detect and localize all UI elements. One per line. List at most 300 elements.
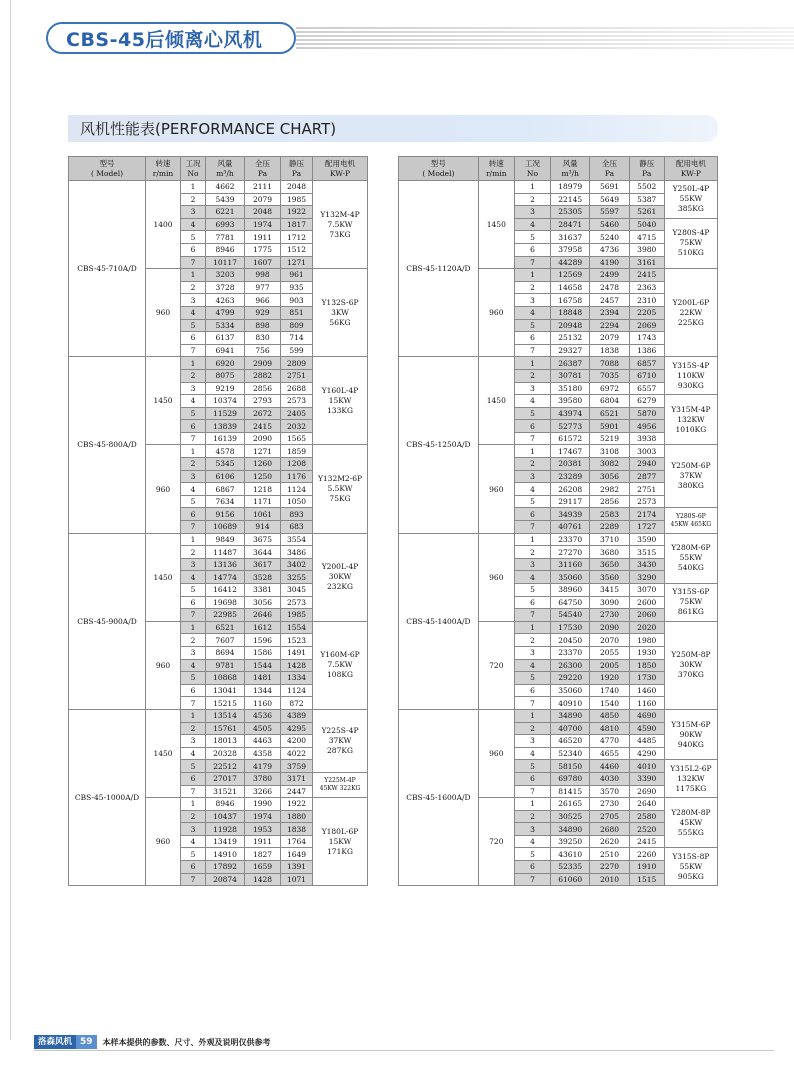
static-pressure-cell: 2690 [629, 785, 664, 798]
condition-cell: 4 [514, 306, 550, 319]
page-number: 59 [76, 1035, 97, 1049]
flow-cell: 22512 [206, 760, 245, 773]
section-title: 风机性能表(PERFORMANCE CHART) [68, 115, 718, 142]
static-pressure-cell: 2688 [281, 382, 313, 395]
flow-cell: 25305 [551, 206, 590, 219]
flow-cell: 23289 [551, 470, 590, 483]
static-pressure-cell: 1649 [281, 848, 313, 861]
table-row [399, 181, 718, 194]
static-pressure-cell: 4590 [629, 722, 664, 735]
total-pressure-cell: 2394 [590, 306, 629, 319]
motor-spec: 940KG [677, 739, 704, 749]
flow-cell: 14774 [206, 571, 245, 584]
total-pressure-cell: 2680 [590, 823, 629, 836]
static-pressure-cell: 1386 [629, 344, 664, 357]
flow-cell: 35060 [551, 684, 590, 697]
condition-cell: 2 [181, 546, 206, 559]
col-static-pressure: 静压 Pa [281, 157, 313, 181]
condition-cell: 1 [514, 445, 550, 458]
flow-cell: 38960 [551, 584, 590, 597]
flow-cell: 20328 [206, 747, 245, 760]
static-pressure-cell: 2405 [281, 407, 313, 420]
total-pressure-cell: 1344 [245, 684, 281, 697]
page-footer [34, 1035, 271, 1049]
condition-cell: 1 [181, 269, 206, 282]
condition-cell: 2 [514, 369, 550, 382]
total-pressure-cell: 5691 [590, 181, 629, 194]
static-pressure-cell: 4485 [629, 735, 664, 748]
total-pressure-cell: 3266 [245, 785, 281, 798]
condition-cell: 1 [181, 798, 206, 811]
flow-cell: 6106 [206, 470, 245, 483]
static-pressure-cell: 1391 [281, 861, 313, 874]
condition-cell: 1 [514, 621, 550, 634]
col-motor: 配用电机 KW-P [313, 157, 368, 181]
flow-cell: 58150 [551, 760, 590, 773]
static-pressure-cell: 1176 [281, 470, 313, 483]
model-cell: CBS-45-1400A/D [399, 533, 479, 709]
motor-cell [664, 445, 717, 508]
total-pressure-cell: 4770 [590, 735, 629, 748]
condition-cell: 1 [181, 621, 206, 634]
motor-spec: 1010KG [675, 424, 707, 434]
motor-spec: Y315S-8P [672, 851, 710, 861]
static-pressure-cell: 1930 [629, 646, 664, 659]
static-pressure-cell: 6857 [629, 357, 664, 370]
static-pressure-cell: 4690 [629, 709, 664, 722]
total-pressure-cell: 2672 [245, 407, 281, 420]
table-header-row [399, 157, 718, 181]
total-pressure-cell: 2070 [590, 634, 629, 647]
motor-spec: 45KW [679, 817, 703, 827]
motor-spec: 56KG [329, 317, 351, 327]
static-pressure-cell: 1512 [281, 243, 313, 256]
total-pressure-cell: 3644 [245, 546, 281, 559]
condition-cell: 6 [514, 508, 550, 521]
total-pressure-cell: 4736 [590, 243, 629, 256]
static-pressure-cell: 1727 [629, 521, 664, 534]
table-row [69, 181, 368, 194]
flow-cell: 13041 [206, 684, 245, 697]
condition-cell: 4 [181, 571, 206, 584]
col-speed: 转速 r/min [146, 157, 181, 181]
motor-cell [664, 798, 717, 848]
static-pressure-cell: 2573 [629, 495, 664, 508]
flow-cell: 26165 [551, 798, 590, 811]
static-pressure-cell: 4715 [629, 231, 664, 244]
static-pressure-cell: 4389 [281, 709, 313, 722]
flow-cell: 18013 [206, 735, 245, 748]
condition-cell: 7 [514, 521, 550, 534]
condition-cell: 4 [514, 218, 550, 231]
flow-cell: 8075 [206, 369, 245, 382]
total-pressure-cell: 5649 [590, 193, 629, 206]
flow-cell: 23370 [551, 646, 590, 659]
total-pressure-cell: 3415 [590, 584, 629, 597]
motor-cell [313, 621, 368, 709]
static-pressure-cell: 2060 [629, 609, 664, 622]
total-pressure-cell: 2882 [245, 369, 281, 382]
flow-cell: 8694 [206, 646, 245, 659]
speed-cell: 960 [478, 709, 514, 797]
flow-cell: 5345 [206, 458, 245, 471]
condition-cell: 7 [181, 256, 206, 269]
static-pressure-cell: 2415 [629, 269, 664, 282]
model-cell: CBS-45-900A/D [69, 533, 146, 709]
motor-spec: Y250L-4P [672, 184, 710, 194]
total-pressure-cell: 3090 [590, 596, 629, 609]
flow-cell: 29117 [551, 495, 590, 508]
static-pressure-cell: 1859 [281, 445, 313, 458]
header-stripes [296, 27, 794, 51]
condition-cell: 3 [514, 206, 550, 219]
total-pressure-cell: 1544 [245, 659, 281, 672]
static-pressure-cell: 1208 [281, 458, 313, 471]
condition-cell: 7 [514, 344, 550, 357]
motor-spec: 30KW [328, 572, 352, 582]
table-header-row [69, 157, 368, 181]
condition-cell: 7 [181, 785, 206, 798]
flow-cell: 69780 [551, 772, 590, 785]
model-cell: CBS-45-1120A/D [399, 181, 479, 357]
condition-cell: 5 [181, 584, 206, 597]
static-pressure-cell: 1712 [281, 231, 313, 244]
flow-cell: 7781 [206, 231, 245, 244]
total-pressure-cell: 4460 [590, 760, 629, 773]
condition-cell: 4 [514, 835, 550, 848]
flow-cell: 8946 [206, 243, 245, 256]
total-pressure-cell: 2457 [590, 294, 629, 307]
static-pressure-cell: 903 [281, 294, 313, 307]
model-cell: CBS-45-1600A/D [399, 709, 479, 885]
static-pressure-cell: 5040 [629, 218, 664, 231]
static-pressure-cell: 3255 [281, 571, 313, 584]
condition-cell: 2 [514, 281, 550, 294]
motor-spec: 3KW [331, 307, 349, 317]
flow-cell: 34890 [551, 709, 590, 722]
total-pressure-cell: 4655 [590, 747, 629, 760]
flow-cell: 5439 [206, 193, 245, 206]
flow-cell: 23370 [551, 533, 590, 546]
motor-cell [664, 357, 717, 395]
total-pressure-cell: 5901 [590, 420, 629, 433]
condition-cell: 6 [514, 420, 550, 433]
flow-cell: 4799 [206, 306, 245, 319]
condition-cell: 5 [514, 584, 550, 597]
motor-cell [664, 533, 717, 583]
motor-spec: 510KG [677, 248, 704, 258]
flow-cell: 10868 [206, 672, 245, 685]
table-row [69, 533, 368, 546]
condition-cell: 7 [514, 697, 550, 710]
total-pressure-cell: 6972 [590, 382, 629, 395]
condition-cell: 5 [514, 672, 550, 685]
static-pressure-cell: 2573 [281, 395, 313, 408]
flow-cell: 40700 [551, 722, 590, 735]
motor-cell [664, 709, 717, 759]
condition-cell: 4 [181, 659, 206, 672]
condition-cell: 6 [514, 684, 550, 697]
total-pressure-cell: 3780 [245, 772, 281, 785]
motor-spec: Y180L-6P [321, 826, 359, 836]
motor-spec: 380KG [677, 481, 704, 491]
total-pressure-cell: 2289 [590, 521, 629, 534]
static-pressure-cell: 1050 [281, 495, 313, 508]
col-model: 型号 ( Model) [69, 157, 146, 181]
flow-cell: 7634 [206, 495, 245, 508]
col-flow: 风量 m³/h [206, 157, 245, 181]
condition-cell: 1 [514, 181, 550, 194]
static-pressure-cell: 2260 [629, 848, 664, 861]
static-pressure-cell: 5870 [629, 407, 664, 420]
condition-cell: 4 [181, 218, 206, 231]
condition-cell: 6 [181, 243, 206, 256]
total-pressure-cell: 4850 [590, 709, 629, 722]
flow-cell: 27017 [206, 772, 245, 785]
motor-spec: 90KW [679, 729, 703, 739]
total-pressure-cell: 1596 [245, 634, 281, 647]
condition-cell: 3 [514, 382, 550, 395]
total-pressure-cell: 2048 [245, 206, 281, 219]
model-cell: CBS-45-1250A/D [399, 357, 479, 533]
total-pressure-cell: 1911 [245, 835, 281, 848]
condition-cell: 3 [181, 823, 206, 836]
motor-spec: 370KG [677, 670, 704, 680]
col-speed: 转速 r/min [478, 157, 514, 181]
total-pressure-cell: 914 [245, 521, 281, 534]
total-pressure-cell: 3570 [590, 785, 629, 798]
static-pressure-cell: 683 [281, 521, 313, 534]
total-pressure-cell: 2294 [590, 319, 629, 332]
total-pressure-cell: 2909 [245, 357, 281, 370]
table-row [399, 533, 718, 546]
flow-cell: 4578 [206, 445, 245, 458]
total-pressure-cell: 6804 [590, 395, 629, 408]
motor-spec: 133KG [327, 405, 353, 415]
condition-cell: 3 [181, 470, 206, 483]
motor-cell [313, 798, 368, 886]
motor-spec: 540KG [677, 563, 704, 573]
total-pressure-cell: 3056 [245, 596, 281, 609]
total-pressure-cell: 1612 [245, 621, 281, 634]
condition-cell: 5 [181, 407, 206, 420]
speed-cell: 960 [478, 269, 514, 357]
motor-cell [664, 395, 717, 445]
motor-cell [664, 181, 717, 219]
flow-cell: 27270 [551, 546, 590, 559]
table-row [69, 357, 368, 370]
static-pressure-cell: 3171 [281, 772, 313, 785]
total-pressure-cell: 2705 [590, 810, 629, 823]
static-pressure-cell: 1428 [281, 659, 313, 672]
total-pressure-cell: 2005 [590, 659, 629, 672]
static-pressure-cell: 809 [281, 319, 313, 332]
total-pressure-cell: 2982 [590, 483, 629, 496]
condition-cell: 5 [181, 760, 206, 773]
speed-cell: 960 [478, 445, 514, 533]
flow-cell: 9156 [206, 508, 245, 521]
motor-spec: 55KW [679, 194, 703, 204]
flow-cell: 34890 [551, 823, 590, 836]
motor-spec: 75KW [679, 597, 703, 607]
total-pressure-cell: 1920 [590, 672, 629, 685]
total-pressure-cell: 3680 [590, 546, 629, 559]
total-pressure-cell: 3617 [245, 558, 281, 571]
speed-cell: 960 [146, 269, 181, 357]
static-pressure-cell: 1985 [281, 193, 313, 206]
static-pressure-cell: 3515 [629, 546, 664, 559]
flow-cell: 20450 [551, 634, 590, 647]
total-pressure-cell: 3108 [590, 445, 629, 458]
motor-spec: 55KW [679, 861, 703, 871]
flow-cell: 35180 [551, 382, 590, 395]
static-pressure-cell: 851 [281, 306, 313, 319]
flow-cell: 39580 [551, 395, 590, 408]
static-pressure-cell: 3554 [281, 533, 313, 546]
footer-disclaimer: 本样本提供的参数、尺寸、外观及说明仅供参考 [102, 1037, 271, 1047]
static-pressure-cell: 2809 [281, 357, 313, 370]
flow-cell: 28471 [551, 218, 590, 231]
flow-cell: 3728 [206, 281, 245, 294]
motor-spec: 1175KG [675, 783, 707, 793]
flow-cell: 20874 [206, 873, 245, 886]
flow-cell: 18979 [551, 181, 590, 194]
motor-spec: 73KG [329, 229, 351, 239]
total-pressure-cell: 7035 [590, 369, 629, 382]
total-pressure-cell: 1953 [245, 823, 281, 836]
condition-cell: 3 [514, 646, 550, 659]
condition-cell: 2 [181, 281, 206, 294]
flow-cell: 16412 [206, 584, 245, 597]
flow-cell: 10689 [206, 521, 245, 534]
total-pressure-cell: 1586 [245, 646, 281, 659]
speed-cell: 1450 [478, 357, 514, 445]
total-pressure-cell: 1827 [245, 848, 281, 861]
condition-cell: 1 [514, 798, 550, 811]
total-pressure-cell: 2415 [245, 420, 281, 433]
motor-spec: 132KW [677, 414, 705, 424]
motor-spec: 15KW [328, 395, 352, 405]
total-pressure-cell: 2793 [245, 395, 281, 408]
flow-cell: 30525 [551, 810, 590, 823]
total-pressure-cell: 1061 [245, 508, 281, 521]
motor-spec: 7.5KW [327, 660, 353, 670]
flow-cell: 30781 [551, 369, 590, 382]
static-pressure-cell: 3402 [281, 558, 313, 571]
static-pressure-cell: 2940 [629, 458, 664, 471]
static-pressure-cell: 4295 [281, 722, 313, 735]
flow-cell: 31160 [551, 558, 590, 571]
flow-cell: 10374 [206, 395, 245, 408]
col-condition: 工况 No [181, 157, 206, 181]
flow-cell: 26387 [551, 357, 590, 370]
motor-spec: Y280M-8P [671, 807, 711, 817]
motor-spec: 22KW [679, 307, 703, 317]
condition-cell: 1 [181, 445, 206, 458]
static-pressure-cell: 4022 [281, 747, 313, 760]
total-pressure-cell: 3650 [590, 558, 629, 571]
speed-cell: 960 [146, 798, 181, 886]
col-total-pressure: 全压 Pa [590, 157, 629, 181]
total-pressure-cell: 1974 [245, 810, 281, 823]
static-pressure-cell: 2877 [629, 470, 664, 483]
flow-cell: 6941 [206, 344, 245, 357]
speed-cell: 1450 [146, 357, 181, 445]
motor-spec: Y225M-4P [324, 777, 356, 784]
condition-cell: 7 [514, 785, 550, 798]
flow-cell: 20948 [551, 319, 590, 332]
motor-spec: Y315S-4P [672, 360, 710, 370]
static-pressure-cell: 2048 [281, 181, 313, 194]
flow-cell: 16139 [206, 432, 245, 445]
static-pressure-cell: 2751 [281, 369, 313, 382]
page-title: CBS-45后倾离心风机 [46, 22, 296, 54]
flow-cell: 29220 [551, 672, 590, 685]
motor-spec: Y132M-4P [320, 209, 360, 219]
condition-cell: 3 [181, 206, 206, 219]
total-pressure-cell: 6521 [590, 407, 629, 420]
flow-cell: 5334 [206, 319, 245, 332]
flow-cell: 40761 [551, 521, 590, 534]
static-pressure-cell: 2751 [629, 483, 664, 496]
static-pressure-cell: 1124 [281, 483, 313, 496]
condition-cell: 7 [514, 873, 550, 886]
motor-spec: 555KG [677, 827, 704, 837]
flow-cell: 7607 [206, 634, 245, 647]
flow-cell: 11529 [206, 407, 245, 420]
performance-table-left [68, 156, 368, 886]
speed-cell: 960 [146, 445, 181, 533]
col-total-pressure: 全压 Pa [245, 157, 281, 181]
static-pressure-cell: 1817 [281, 218, 313, 231]
static-pressure-cell: 2032 [281, 420, 313, 433]
total-pressure-cell: 2620 [590, 835, 629, 848]
static-pressure-cell: 3430 [629, 558, 664, 571]
static-pressure-cell: 4200 [281, 735, 313, 748]
condition-cell: 5 [181, 672, 206, 685]
total-pressure-cell: 1250 [245, 470, 281, 483]
flow-cell: 64750 [551, 596, 590, 609]
static-pressure-cell: 2020 [629, 621, 664, 634]
condition-cell: 3 [514, 294, 550, 307]
condition-cell: 5 [181, 319, 206, 332]
total-pressure-cell: 1838 [590, 344, 629, 357]
static-pressure-cell: 5502 [629, 181, 664, 194]
static-pressure-cell: 4956 [629, 420, 664, 433]
motor-spec: Y160M-6P [320, 650, 360, 660]
condition-cell: 1 [181, 357, 206, 370]
total-pressure-cell: 4190 [590, 256, 629, 269]
motor-spec: 55KW [679, 553, 703, 563]
total-pressure-cell: 3082 [590, 458, 629, 471]
total-pressure-cell: 5219 [590, 432, 629, 445]
condition-cell: 6 [181, 420, 206, 433]
flow-cell: 20381 [551, 458, 590, 471]
condition-cell: 5 [514, 231, 550, 244]
flow-cell: 31521 [206, 785, 245, 798]
motor-cell [313, 445, 368, 533]
table-row [399, 357, 718, 370]
motor-spec: 37KW [679, 471, 703, 481]
static-pressure-cell: 2447 [281, 785, 313, 798]
flow-cell: 52340 [551, 747, 590, 760]
condition-cell: 5 [514, 848, 550, 861]
condition-cell: 1 [514, 533, 550, 546]
static-pressure-cell: 1980 [629, 634, 664, 647]
condition-cell: 2 [514, 546, 550, 559]
flow-cell: 31637 [551, 231, 590, 244]
flow-cell: 13514 [206, 709, 245, 722]
